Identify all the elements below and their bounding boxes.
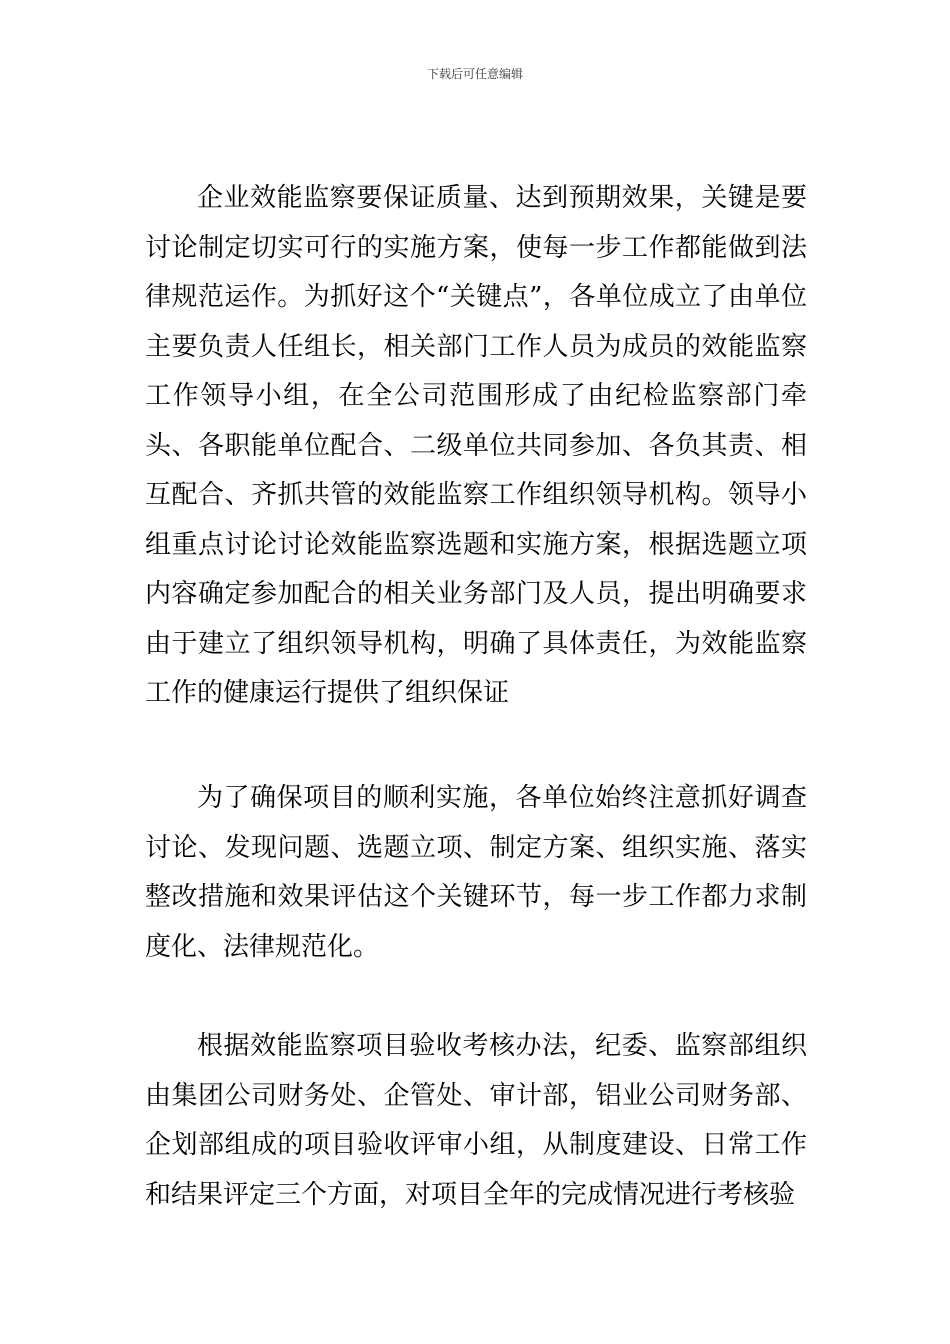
paragraph-3: 根据效能监察项目验收考核办法，纪委、监察部组织由集团公司财务处、企管处、审计部，铝业公司财务部、企划部组成的项目验收评审小组，从制度建设、日常工作和结果评定三个方面，对项目全年的完成情况进行考核验 <box>145 1031 807 1210</box>
paragraph-1: 企业效能监察要保证质量、达到预期效果，关键是要讨论制定切实可行的实施方案，使每一步工作都能做到法律规范运作。为抓好这个“关键点”，各单位成立了由单位主要负责人任组长，相关部门工作人员为成员的效能监察工作领导小组，在全公司范围形成了由纪检监察部门牵头、各职能单位配合、二级单位共同参加、各负其责、相互配合、齐抓共管的效能监察工作组织领导机构。领导小组重点讨论讨论效能监察选题和实施方案，根据选题立项内容确定参加配合的相关业务部门及人员，提出明确要求由于建立了组织领导机构，明确了具体责任，为效能监察工作的健康运行提供了组织保证 <box>145 183 807 708</box>
page-header: 下载后可任意编辑 <box>426 67 523 81</box>
paragraph-2: 为了确保项目的顺利实施，各单位始终注意抓好调查讨论、发现问题、选题立项、制定方案、组织实施、落实整改措施和效果评估这个关键环节，每一步工作都力求制度化、法律规范化。 <box>145 783 807 962</box>
